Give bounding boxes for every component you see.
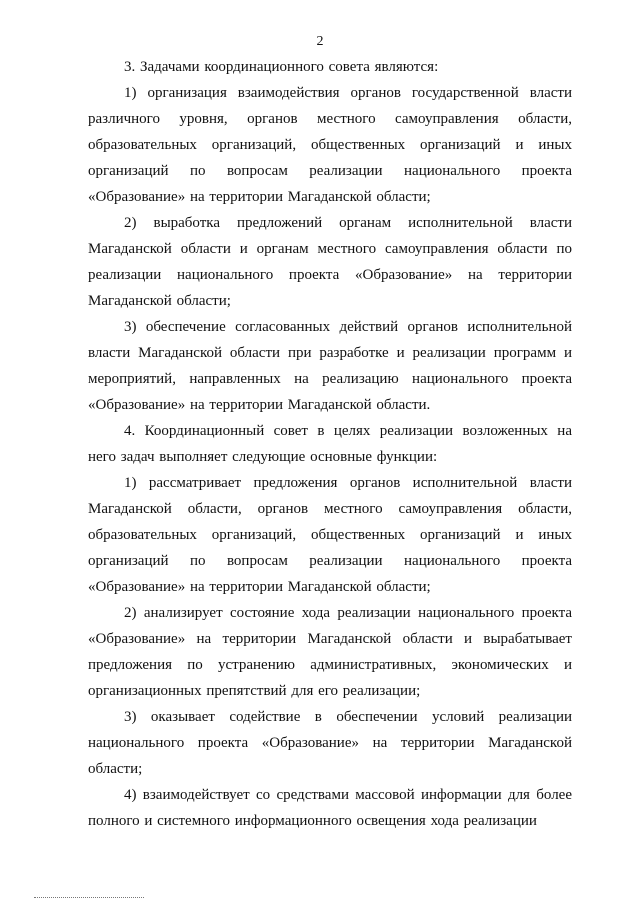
section-3-heading: 3. Задачами координационного совета являются: — [124, 59, 439, 75]
section-4-item-2: 2) анализирует состояние хода реализации национального проекта «Образование» на территории Магаданской области и вырабатывает предложения по устранению административных, экономических и организационных препятствий для его реализации; — [88, 605, 572, 699]
section-4-item-4: 4) взаимодействует со средствами массовой информации для более полного и системного информационного освещения хода реализации — [88, 787, 572, 829]
section-4-item-1: 1) рассматривает предложения органов исполнительной власти Магаданской области, органов местного самоуправления области, образовательных организаций, общественных организаций и иных организаций по вопросам реализации национального проекта «Образование» на территории Магаданской области; — [88, 475, 572, 595]
document-body — [88, 54, 572, 834]
page-number: 2 — [316, 34, 324, 49]
section-3-item-3: 3) обеспечение согласованных действий органов исполнительной власти Магаданской области при разработке и реализации программ и мероприятий, направленных на реализацию национального проекта «Образование» на территории Магаданской области. — [88, 319, 572, 413]
section-4-item-3: 3) оказывает содействие в обеспечении условий реализации национального проекта «Образование» на территории Магаданской области; — [88, 709, 572, 777]
section-3-item-1: 1) организация взаимодействия органов государственной власти различного уровня, органов местного самоуправления области, образовательных организаций, общественных организаций и иных организаций по вопросам реализации национального проекта «Образование» на территории Магаданской области; — [88, 85, 572, 205]
section-3-item-2: 2) выработка предложений органам исполнительной власти Магаданской области и органам местного самоуправления области по реализации национального проекта «Образование» на территории Магаданской области; — [88, 215, 572, 309]
scan-edge-mark — [34, 897, 144, 898]
section-4-heading: 4. Координационный совет в целях реализации возложенных на него задач выполняет следующие основные функции: — [88, 423, 572, 465]
